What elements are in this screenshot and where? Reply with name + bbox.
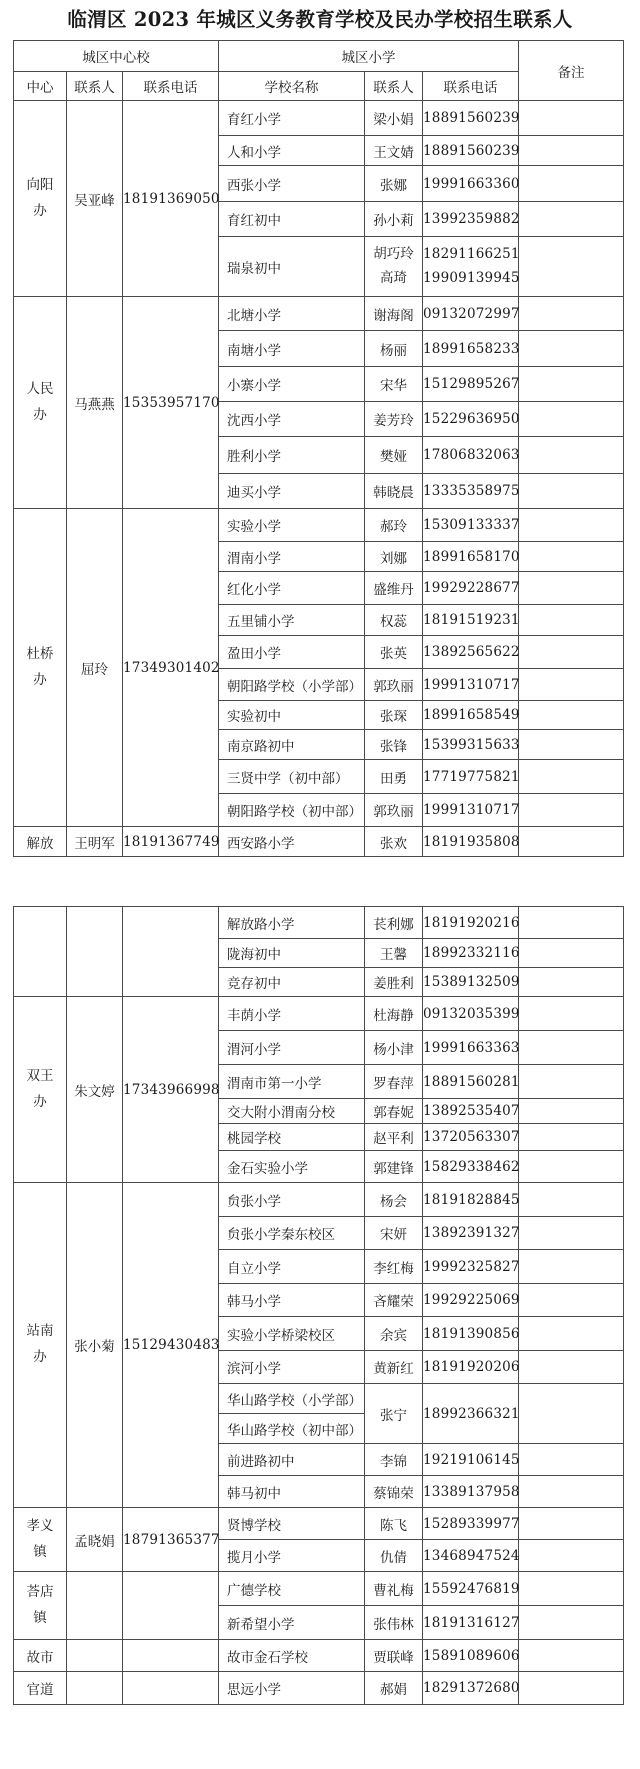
header-group-school: 城区小学: [219, 41, 519, 72]
school-contact: 樊娅: [365, 437, 423, 474]
remark-cell: [519, 1606, 624, 1640]
school-contact: 张伟林: [365, 1606, 423, 1640]
school-name: 解放路小学: [219, 907, 365, 939]
header-center: 中心: [14, 72, 67, 101]
school-contact: 仇倩: [365, 1540, 423, 1572]
center-phone: [123, 1640, 219, 1672]
school-contact: 张娜: [365, 166, 423, 202]
school-contact: 黄新红: [365, 1351, 423, 1384]
school-phone: 18991658170: [423, 542, 519, 572]
remark-cell: [519, 166, 624, 202]
school-phone: 18191920216: [423, 907, 519, 939]
school-phone: 18191828845: [423, 1183, 519, 1217]
school-contact: 郭春妮: [365, 1099, 423, 1124]
school-contact: 贾联峰: [365, 1640, 423, 1672]
school-name: 盈田小学: [219, 636, 365, 669]
remark-cell: [519, 636, 624, 669]
remark-cell: [519, 1217, 624, 1250]
school-phone: 15289339977: [423, 1508, 519, 1540]
school-name: 沈西小学: [219, 402, 365, 437]
contact-table-part2: [13, 906, 624, 1705]
remark-cell: [519, 1284, 624, 1317]
school-name: 人和小学: [219, 136, 365, 166]
school-name: 前进路初中: [219, 1444, 365, 1476]
school-phone: 15592476819: [423, 1572, 519, 1606]
header-school-phone: 联系电话: [423, 72, 519, 101]
school-contact: 张欢: [365, 827, 423, 857]
school-phone: 18991658549: [423, 701, 519, 730]
school-phone: 18891560281: [423, 1065, 519, 1099]
remark-cell: [519, 907, 624, 939]
remark-cell: [519, 542, 624, 572]
contact-table-part1: [13, 40, 624, 857]
remark-cell: [519, 202, 624, 237]
school-contact: 田勇: [365, 760, 423, 794]
header-group-center: 城区中心校: [14, 41, 219, 72]
center-name: 向阳 办: [14, 101, 67, 297]
center-contact: [67, 1572, 123, 1640]
school-phone: 18891560239: [423, 136, 519, 166]
school-phone: 09132072997: [423, 297, 519, 331]
remark-cell: [519, 1351, 624, 1384]
center-name: 双王 办: [14, 997, 67, 1183]
school-phone: 15891089606: [423, 1640, 519, 1672]
school-name: 揽月小学: [219, 1540, 365, 1572]
remark-cell: [519, 1540, 624, 1572]
school-contact: 孙小莉: [365, 202, 423, 237]
school-phone: 19929225069: [423, 1284, 519, 1317]
school-name: 育红初中: [219, 202, 365, 237]
remark-cell: [519, 701, 624, 730]
school-phone: 13992359882: [423, 202, 519, 237]
school-contact: 宋华: [365, 367, 423, 402]
center-contact: 屈玲: [67, 509, 123, 827]
school-phone: 19991663360: [423, 166, 519, 202]
center-name: 故市: [14, 1640, 67, 1672]
center-contact: 张小菊: [67, 1183, 123, 1508]
school-contact: 张英: [365, 636, 423, 669]
remark-cell: [519, 237, 624, 297]
school-phone: 13892391327: [423, 1217, 519, 1250]
school-phone: 15399315633: [423, 730, 519, 760]
school-phone: 15309133337: [423, 509, 519, 542]
school-contact: 吝耀荣: [365, 1284, 423, 1317]
center-name: 解放: [14, 827, 67, 857]
school-name: 胜利小学: [219, 437, 365, 474]
remark-cell: [519, 509, 624, 542]
school-phone: 13389137958: [423, 1476, 519, 1508]
school-contact: 陈飞: [365, 1508, 423, 1540]
school-name: 陇海初中: [219, 939, 365, 968]
remark-cell: [519, 1124, 624, 1151]
page-title: 临渭区 2023 年城区义务教育学校及民办学校招生联系人: [67, 8, 573, 31]
remark-cell: [519, 1508, 624, 1540]
school-contact: 郭玖丽: [365, 669, 423, 701]
school-contact: 郝娟: [365, 1672, 423, 1705]
school-name: 南京路初中: [219, 730, 365, 760]
school-contact: 杨丽: [365, 331, 423, 367]
school-contact: 郭建锋: [365, 1151, 423, 1183]
remark-cell: [519, 367, 624, 402]
header-school: 学校名称: [219, 72, 365, 101]
school-name: 北塘小学: [219, 297, 365, 331]
remark-cell: [519, 605, 624, 636]
school-phone: 18191316127: [423, 1606, 519, 1640]
school-name: 思远小学: [219, 1672, 365, 1705]
school-name: 南塘小学: [219, 331, 365, 367]
school-name: 华山路学校（小学部）: [219, 1384, 365, 1414]
center-phone: 17349301402: [123, 509, 219, 827]
school-phone: 15829338462: [423, 1151, 519, 1183]
remark-cell: [519, 1031, 624, 1065]
school-phone: 17719775821: [423, 760, 519, 794]
remark-cell: [519, 572, 624, 605]
remark-cell: [519, 101, 624, 136]
center-name: 荅店 镇: [14, 1572, 67, 1640]
center-name: 站南 办: [14, 1183, 67, 1508]
school-name: 广德学校: [219, 1572, 365, 1606]
school-contact: 姜胜利: [365, 968, 423, 997]
center-name: [14, 907, 67, 997]
school-phone: 13468947524: [423, 1540, 519, 1572]
school-phone: 19991310717: [423, 794, 519, 827]
school-contact: 姜芳玲: [365, 402, 423, 437]
remark-cell: [519, 939, 624, 968]
school-phone: 18992332116: [423, 939, 519, 968]
center-contact: 吴亚峰: [67, 101, 123, 297]
school-phone: 18991658233: [423, 331, 519, 367]
remark-cell: [519, 1250, 624, 1284]
remark-cell: [519, 1099, 624, 1124]
remark-cell: [519, 1317, 624, 1351]
school-name: 西张小学: [219, 166, 365, 202]
school-phone: 19219106145: [423, 1444, 519, 1476]
center-contact: [67, 1672, 123, 1705]
school-name: 交大附小渭南分校: [219, 1099, 365, 1124]
remark-cell: [519, 331, 624, 367]
school-phone: 15229636950: [423, 402, 519, 437]
school-contact: 刘娜: [365, 542, 423, 572]
remark-cell: [519, 1640, 624, 1672]
center-phone: 15129430483: [123, 1183, 219, 1508]
center-name: 杜桥 办: [14, 509, 67, 827]
remark-cell: [519, 1384, 624, 1444]
center-phone: 18191367749: [123, 827, 219, 857]
school-contact: 王文婧: [365, 136, 423, 166]
center-phone: 18791365377: [123, 1508, 219, 1572]
header-remark: 备注: [519, 41, 624, 101]
school-contact: 李红梅: [365, 1250, 423, 1284]
school-name: 渭河小学: [219, 1031, 365, 1065]
center-phone: 15353957170: [123, 297, 219, 509]
school-contact: 蔡锦荣: [365, 1476, 423, 1508]
school-name: 金石实验小学: [219, 1151, 365, 1183]
school-contact: 权蕊: [365, 605, 423, 636]
school-contact: 杨会: [365, 1183, 423, 1217]
school-contact: 宋妍: [365, 1217, 423, 1250]
school-contact: 盛维丹: [365, 572, 423, 605]
school-contact: 杜海静: [365, 997, 423, 1031]
header-school-contact: 联系人: [365, 72, 423, 101]
center-name: 官道: [14, 1672, 67, 1705]
center-phone: 18191369050: [123, 101, 219, 297]
school-name: 朝阳路学校（小学部）: [219, 669, 365, 701]
school-contact: 梁小娟: [365, 101, 423, 136]
school-contact: 杨小津: [365, 1031, 423, 1065]
remark-cell: [519, 794, 624, 827]
school-name: 瑞泉初中: [219, 237, 365, 297]
school-name: 渭南市第一小学: [219, 1065, 365, 1099]
remark-cell: [519, 1065, 624, 1099]
header-contact: 联系人: [67, 72, 123, 101]
center-phone: [123, 907, 219, 997]
school-phone: 13720563307: [423, 1124, 519, 1151]
remark-cell: [519, 136, 624, 166]
school-contact: 罗春萍: [365, 1065, 423, 1099]
school-phone: 19929228677: [423, 572, 519, 605]
center-phone: 17343966998: [123, 997, 219, 1183]
center-contact: 马燕燕: [67, 297, 123, 509]
school-phone: 15389132509: [423, 968, 519, 997]
school-contact: 苌利娜: [365, 907, 423, 939]
school-name: 实验小学桥梁校区: [219, 1317, 365, 1351]
center-contact: 孟晓娟: [67, 1508, 123, 1572]
school-phone: 13335358975: [423, 474, 519, 509]
remark-cell: [519, 730, 624, 760]
school-name: 实验初中: [219, 701, 365, 730]
remark-cell: [519, 1151, 624, 1183]
remark-cell: [519, 402, 624, 437]
school-name: 华山路学校（初中部）: [219, 1414, 365, 1444]
school-name: 小寨小学: [219, 367, 365, 402]
remark-cell: [519, 760, 624, 794]
remark-cell: [519, 968, 624, 997]
remark-cell: [519, 1444, 624, 1476]
school-phone: 15129895267: [423, 367, 519, 402]
school-contact: 张锋: [365, 730, 423, 760]
center-contact: 朱文婷: [67, 997, 123, 1183]
school-contact: 张琛: [365, 701, 423, 730]
school-contact: 谢海阁: [365, 297, 423, 331]
school-name: 桃园学校: [219, 1124, 365, 1151]
remark-cell: [519, 437, 624, 474]
school-contact: 郝玲: [365, 509, 423, 542]
school-contact: 曹礼梅: [365, 1572, 423, 1606]
school-name: 五里铺小学: [219, 605, 365, 636]
school-contact: 张宁: [365, 1384, 423, 1444]
school-name: 贤博学校: [219, 1508, 365, 1540]
center-name: 孝义 镇: [14, 1508, 67, 1572]
school-contact: 郭玖丽: [365, 794, 423, 827]
school-name: 韩马初中: [219, 1476, 365, 1508]
school-contact: 赵平利: [365, 1124, 423, 1151]
school-name: 三贤中学（初中部）: [219, 760, 365, 794]
school-name: 迪买小学: [219, 474, 365, 509]
school-contact: 王馨: [365, 939, 423, 968]
school-name: 西安路小学: [219, 827, 365, 857]
school-name: 故市金石学校: [219, 1640, 365, 1672]
school-name: 渭南小学: [219, 542, 365, 572]
header-phone: 联系电话: [123, 72, 219, 101]
school-phone: 19992325827: [423, 1250, 519, 1284]
school-name: 新希望小学: [219, 1606, 365, 1640]
center-phone: [123, 1572, 219, 1640]
center-contact: 王明军: [67, 827, 123, 857]
school-contact: 李锦: [365, 1444, 423, 1476]
school-name: 朝阳路学校（初中部）: [219, 794, 365, 827]
remark-cell: [519, 1183, 624, 1217]
remark-cell: [519, 997, 624, 1031]
school-name: 贠张小学: [219, 1183, 365, 1217]
school-contact: 余宾: [365, 1317, 423, 1351]
remark-cell: [519, 474, 624, 509]
remark-cell: [519, 1572, 624, 1606]
center-phone: [123, 1672, 219, 1705]
school-name: 自立小学: [219, 1250, 365, 1284]
school-contact: 韩晓晨: [365, 474, 423, 509]
school-phone: 13892535407: [423, 1099, 519, 1124]
school-contact: 胡巧玲 高琦: [365, 237, 423, 297]
school-name: 实验小学: [219, 509, 365, 542]
school-phone: 18291372680: [423, 1672, 519, 1705]
school-name: 贠张小学秦东校区: [219, 1217, 365, 1250]
school-phone: 13892565622: [423, 636, 519, 669]
school-name: 丰荫小学: [219, 997, 365, 1031]
school-phone: 18191920206: [423, 1351, 519, 1384]
remark-cell: [519, 1672, 624, 1705]
school-phone: 19991310717: [423, 669, 519, 701]
center-name: 人民 办: [14, 297, 67, 509]
remark-cell: [519, 297, 624, 331]
school-phone: 17806832063: [423, 437, 519, 474]
remark-cell: [519, 669, 624, 701]
school-phone: 18191935808: [423, 827, 519, 857]
center-contact: [67, 907, 123, 997]
school-name: 红化小学: [219, 572, 365, 605]
school-name: 韩马小学: [219, 1284, 365, 1317]
school-phone: 09132035399: [423, 997, 519, 1031]
school-phone: 18891560239: [423, 101, 519, 136]
school-name: 滨河小学: [219, 1351, 365, 1384]
remark-cell: [519, 827, 624, 857]
school-name: 竞存初中: [219, 968, 365, 997]
center-contact: [67, 1640, 123, 1672]
school-phone: 18191519231: [423, 605, 519, 636]
school-phone: 18291166251 19909139945: [423, 237, 519, 297]
school-phone: 18191390856: [423, 1317, 519, 1351]
remark-cell: [519, 1476, 624, 1508]
school-phone: 18992366321: [423, 1384, 519, 1444]
school-phone: 19991663363: [423, 1031, 519, 1065]
school-name: 育红小学: [219, 101, 365, 136]
